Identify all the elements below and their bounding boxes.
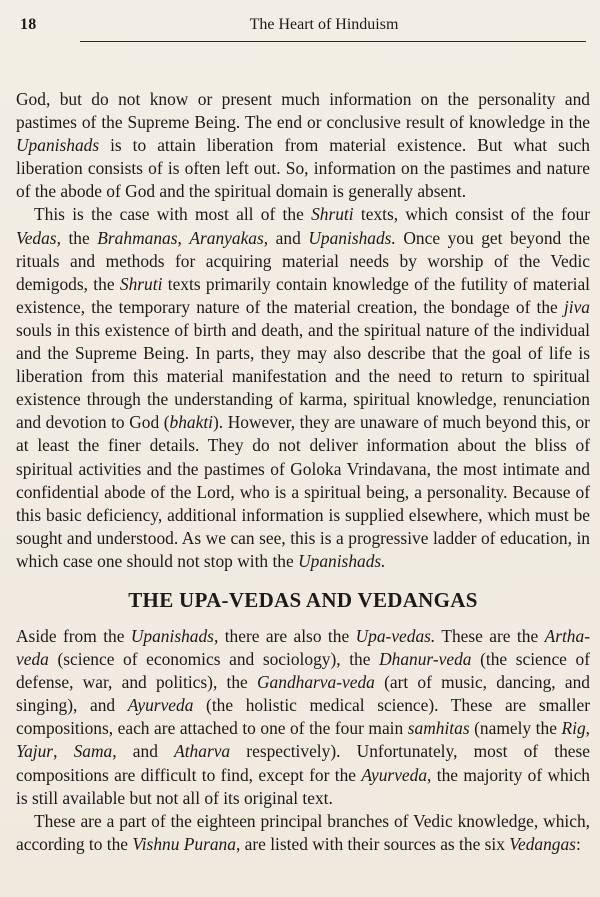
italic-term: Vedangas: [509, 833, 576, 854]
header-rule: [80, 41, 586, 42]
italic-term: Shruti: [119, 273, 163, 294]
paragraph-upa-vedas: Aside from the Upanishads, there are also the Upa-vedas. These are the Artha-veda (science of economics and sociology), the Dhanur-veda (the science of defense, war, and politics), the Gandharva-veda (art of music, dancing, and singing), and Ayurveda (the holistic medical science). These are smaller compositions, each are attached to one of the four main samhitas (namely the Rig, Yajur, Sama, and Atharva respectively). Unfortunately, most of these compositions are difficult to find, except for the Ayurveda, the majority of which is still available but not all of its original text.: [16, 625, 591, 808]
paragraph-shruti-texts: This is the case with most all of the Shruti texts, which consist of the four Vedas, the Brahmanas, Aranyakas, and Upanishads. Once you get beyond the rituals and methods for acquiring material needs by worship of the Vedic demigods, the Shruti texts primarily contain knowledge of the futility of material existence, the temporary nature of the material creation, the bondage of the jiva souls in this existence of birth and death, and the spiritual nature of the individual and the Supreme Being. In parts, they may also describe that the goal of life is liberation from this material manifestation and the need to return to spiritual existence through the understanding of karma, spiritual knowledge, renunciation and devotion to God (bhakti). However, they are unaware of much beyond this, or at least the finer details. They do not deliver information about the bliss of spiritual activities and the pastimes of Goloka Vrindavana, the most intimate and confidential abode of the Lord, who is a spiritual being, a personality. Because of this basic deficiency, additional information is supplied elsewhere, which must be sought and understood. As we can see, this is a progressive ladder of education, in which case one should not stop with the Upanishads.: [16, 204, 591, 571]
italic-term: Artha-veda: [16, 625, 590, 670]
italic-term: samhitas: [407, 718, 470, 739]
italic-term: Brahmanas: [97, 227, 178, 248]
italic-term: Atharva: [174, 741, 231, 762]
italic-term: Dhanur-veda: [379, 649, 472, 670]
page-number: 18: [20, 16, 37, 33]
italic-term: Upanishads.: [298, 550, 386, 571]
italic-term: Sama: [73, 741, 113, 762]
section-heading: THE UPA-VEDAS AND VEDANGAS: [128, 587, 478, 612]
italic-term: bhakti: [169, 412, 213, 433]
italic-term: Vishnu Purana: [132, 833, 236, 854]
italic-term: jiva: [563, 296, 590, 317]
italic-term: Gandharva-veda: [257, 672, 375, 693]
italic-term: Aranyakas: [189, 227, 264, 248]
body-text: [16, 88, 590, 856]
italic-term: Rig: [561, 718, 586, 739]
italic-term: Shruti: [311, 204, 354, 225]
italic-term: Upanishads: [16, 135, 100, 156]
italic-term: Ayurveda: [361, 764, 428, 785]
paragraph-continuation: God, but do not know or present much information on the personality and pastimes of the Supreme Being. The end or conclusive result of knowledge in the Upanishads is to attain liberation from material existence. But what such liberation consists of is often left out. So, information on the pastimes and nature of the abode of God and the spiritual domain is generally absent.: [16, 89, 590, 202]
running-head: [14, 16, 586, 40]
italic-term: Upanishads.: [308, 227, 396, 248]
italic-term: Yajur: [16, 741, 54, 762]
italic-term: Upanishads: [130, 625, 214, 646]
paragraph-vedangas: These are a part of the eighteen principal branches of Vedic knowledge, which, according to the Vishnu Purana, are listed with their sources as the six Vedangas:: [16, 810, 590, 854]
italic-term: Upa-vedas.: [355, 625, 436, 646]
running-title: The Heart of Hinduism: [249, 16, 399, 33]
italic-term: Vedas: [16, 227, 57, 248]
italic-term: Ayurveda: [127, 695, 194, 716]
